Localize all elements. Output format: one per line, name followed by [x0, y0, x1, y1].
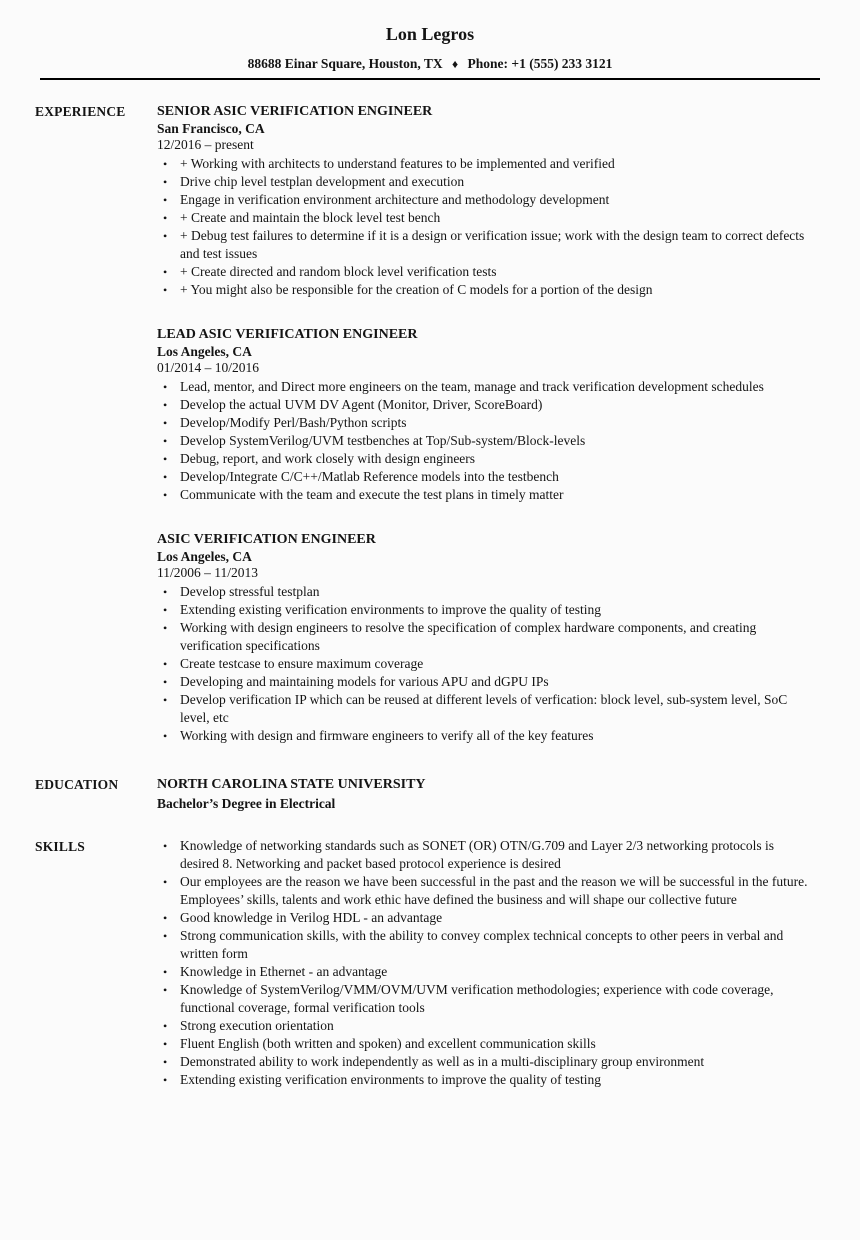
bullet-text: Demonstrated ability to work independently as well as in a multi-disciplinary group environment — [180, 1054, 705, 1069]
bullet-icon: • — [163, 229, 168, 243]
person-name: Lon Legros — [385, 24, 475, 44]
bullet-item — [157, 396, 815, 414]
bullet-item — [157, 450, 815, 468]
bullet-icon: • — [163, 875, 168, 889]
bullet-text: Our employees are the reason we have been successful in the past and the reason we will be successful in the future. Employees’ skills, talents and work ethic have defined the business and will shape our collective future — [180, 874, 808, 907]
job-bullet-list — [157, 378, 815, 504]
bullet-item — [157, 468, 815, 486]
bullet-icon: • — [163, 488, 168, 502]
bullet-icon: • — [163, 729, 168, 743]
bullet-text: Working with design engineers to resolve the specification of complex hardware components, and creating verification specifications — [180, 620, 757, 653]
section-experience — [35, 102, 815, 745]
bullet-item — [157, 601, 815, 619]
bullet-icon: • — [163, 1073, 168, 1087]
bullet-text: + Create directed and random block level verification tests — [180, 264, 497, 279]
bullet-text: + Working with architects to understand features to be implemented and verified — [180, 156, 615, 171]
experience-content — [157, 102, 815, 745]
bullet-icon: • — [163, 965, 168, 979]
bullet-icon: • — [163, 380, 168, 394]
job-location: Los Angeles, CA — [157, 549, 252, 564]
bullet-text: Develop/Modify Perl/Bash/Python scripts — [180, 415, 407, 430]
bullet-text: Drive chip level testplan development and execution — [180, 174, 465, 189]
job-title: SENIOR ASIC VERIFICATION ENGINEER — [157, 104, 433, 119]
contact-line — [0, 56, 860, 72]
section-label-experience: EXPERIENCE — [35, 104, 126, 119]
bullet-item — [157, 655, 815, 673]
bullet-text: Extending existing verification environments to improve the quality of testing — [180, 602, 602, 617]
bullet-icon: • — [163, 265, 168, 279]
contact-phone: Phone: +1 (555) 233 3121 — [467, 56, 613, 71]
bullet-item — [157, 209, 815, 227]
job-location: San Francisco, CA — [157, 121, 265, 136]
bullet-item — [157, 583, 815, 601]
resume-body — [0, 80, 860, 1089]
bullet-item — [157, 486, 815, 504]
bullet-text: Develop stressful testplan — [180, 584, 320, 599]
bullet-text: Create testcase to ensure maximum coverage — [180, 656, 424, 671]
job-entry — [157, 530, 815, 745]
bullet-item — [157, 691, 815, 727]
diamond-icon: ♦ — [452, 57, 459, 71]
bullet-text: Knowledge of networking standards such as SONET (OR) OTN/G.709 and Layer 2/3 networking protocols is desired 8. Networking and packet based protocol experience is desired — [180, 838, 775, 871]
bullet-item — [157, 281, 815, 299]
bullet-icon: • — [163, 470, 168, 484]
bullet-icon: • — [163, 693, 168, 707]
job-title: LEAD ASIC VERIFICATION ENGINEER — [157, 327, 418, 342]
bullet-item — [157, 873, 815, 909]
bullet-icon: • — [163, 911, 168, 925]
section-skills — [35, 837, 815, 1089]
skills-content — [157, 837, 815, 1089]
job-dates: 11/2006 – 11/2013 — [157, 565, 258, 580]
resume-header — [0, 0, 860, 80]
bullet-item — [157, 227, 815, 263]
job-location: Los Angeles, CA — [157, 344, 252, 359]
bullet-icon: • — [163, 585, 168, 599]
bullet-item — [157, 1017, 815, 1035]
bullet-text: Extending existing verification environments to improve the quality of testing — [180, 1072, 602, 1087]
skills-bullet-list — [157, 837, 815, 1089]
education-school: NORTH CAROLINA STATE UNIVERSITY — [157, 777, 426, 792]
bullet-text: Strong communication skills, with the ability to convey complex technical concepts to other peers in verbal and written form — [180, 928, 784, 961]
bullet-icon: • — [163, 283, 168, 297]
job-bullet-list — [157, 155, 815, 299]
contact-address: 88688 Einar Square, Houston, TX — [247, 56, 443, 71]
job-bullet-list — [157, 583, 815, 745]
bullet-item — [157, 727, 815, 745]
bullet-item — [157, 619, 815, 655]
bullet-item — [157, 1071, 815, 1089]
bullet-icon: • — [163, 434, 168, 448]
bullet-text: Develop/Integrate C/C++/Matlab Reference models into the testbench — [180, 469, 559, 484]
bullet-icon: • — [163, 983, 168, 997]
bullet-text: Develop verification IP which can be reused at different levels of verfication: block level, sub-system level, SoC level, etc — [180, 692, 788, 725]
bullet-icon: • — [163, 211, 168, 225]
bullet-item — [157, 981, 815, 1017]
bullet-text: Knowledge of SystemVerilog/VMM/OVM/UVM verification methodologies; experience with code coverage, functional coverage, formal verification tools — [180, 982, 774, 1015]
job-entry — [157, 102, 815, 299]
section-education — [35, 775, 815, 813]
bullet-icon: • — [163, 175, 168, 189]
job-dates: 12/2016 – present — [157, 137, 254, 152]
bullet-text: Good knowledge in Verilog HDL - an advantage — [180, 910, 443, 925]
bullet-icon: • — [163, 621, 168, 635]
bullet-item — [157, 963, 815, 981]
bullet-text: + You might also be responsible for the creation of C models for a portion of the design — [180, 282, 653, 297]
bullet-icon: • — [163, 398, 168, 412]
section-label-skills: SKILLS — [35, 839, 85, 854]
bullet-text: Fluent English (both written and spoken) and excellent communication skills — [180, 1036, 596, 1051]
bullet-item — [157, 173, 815, 191]
bullet-icon: • — [163, 839, 168, 853]
bullet-text: Developing and maintaining models for various APU and dGPU IPs — [180, 674, 549, 689]
job-dates: 01/2014 – 10/2016 — [157, 360, 260, 375]
bullet-item — [157, 1053, 815, 1071]
bullet-text: + Debug test failures to determine if it is a design or verification issue; work with the design team to correct defects and test issues — [180, 228, 805, 261]
bullet-icon: • — [163, 452, 168, 466]
bullet-icon: • — [163, 193, 168, 207]
bullet-item — [157, 191, 815, 209]
bullet-item — [157, 673, 815, 691]
bullet-text: + Create and maintain the block level test bench — [180, 210, 441, 225]
job-entry — [157, 325, 815, 504]
job-title: ASIC VERIFICATION ENGINEER — [157, 532, 376, 547]
bullet-text: Lead, mentor, and Direct more engineers on the team, manage and track verification development schedules — [180, 379, 764, 394]
section-label-education: EDUCATION — [35, 777, 119, 792]
bullet-item — [157, 1035, 815, 1053]
bullet-item — [157, 927, 815, 963]
bullet-item — [157, 378, 815, 396]
bullet-item — [157, 837, 815, 873]
bullet-text: Develop the actual UVM DV Agent (Monitor, Driver, ScoreBoard) — [180, 397, 543, 412]
bullet-icon: • — [163, 1019, 168, 1033]
bullet-icon: • — [163, 1055, 168, 1069]
bullet-text: Knowledge in Ethernet - an advantage — [180, 964, 388, 979]
bullet-icon: • — [163, 603, 168, 617]
bullet-text: Debug, report, and work closely with design engineers — [180, 451, 476, 466]
bullet-item — [157, 155, 815, 173]
bullet-icon: • — [163, 157, 168, 171]
bullet-icon: • — [163, 657, 168, 671]
bullet-icon: • — [163, 675, 168, 689]
bullet-text: Engage in verification environment architecture and methodology development — [180, 192, 610, 207]
bullet-item — [157, 414, 815, 432]
bullet-text: Develop SystemVerilog/UVM testbenches at Top/Sub-system/Block-levels — [180, 433, 586, 448]
bullet-text: Strong execution orientation — [180, 1018, 334, 1033]
bullet-icon: • — [163, 929, 168, 943]
bullet-item — [157, 432, 815, 450]
bullet-item — [157, 909, 815, 927]
bullet-text: Communicate with the team and execute the test plans in timely matter — [180, 487, 564, 502]
education-content — [157, 775, 815, 813]
bullet-item — [157, 263, 815, 281]
bullet-icon: • — [163, 416, 168, 430]
education-degree: Bachelor’s Degree in Electrical — [157, 796, 336, 811]
bullet-text: Working with design and firmware engineers to verify all of the key features — [180, 728, 594, 743]
bullet-icon: • — [163, 1037, 168, 1051]
